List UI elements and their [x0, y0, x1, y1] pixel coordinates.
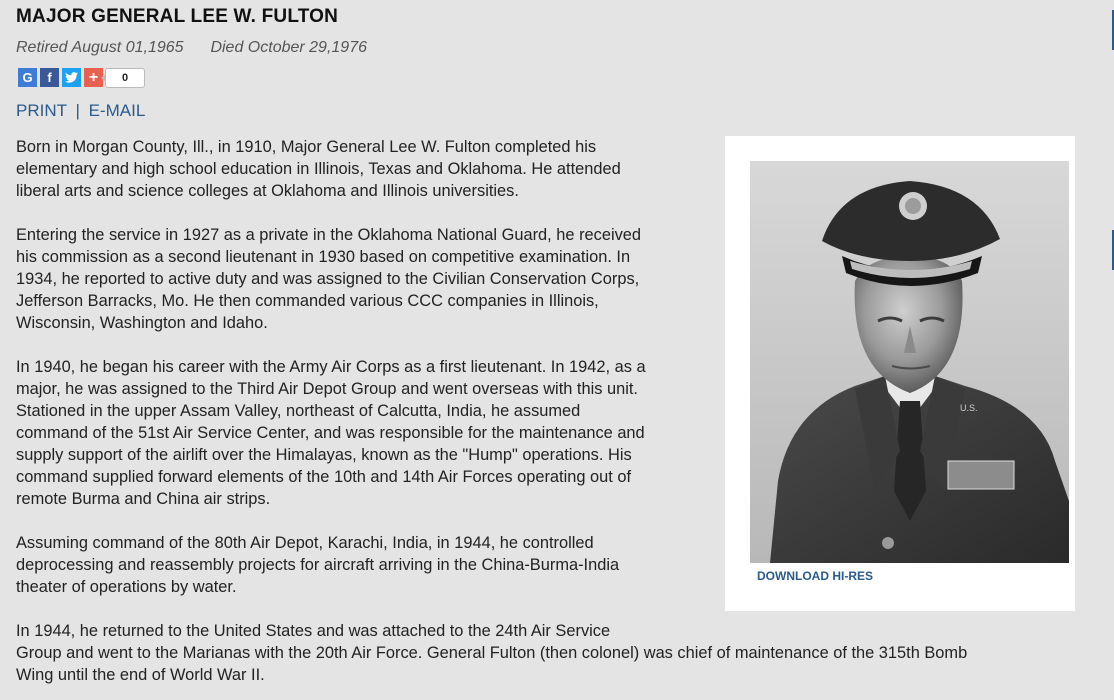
google-icon: G: [22, 70, 33, 85]
bio-line: Group and went to the Marianas with the 20th Air Force. General Fulton (then colonel) was chief of maintenance of the 315th Bomb: [16, 644, 968, 662]
bio-paragraph-1: [16, 136, 716, 202]
bio-line: Born in Morgan County, Ill., in 1910, Major General Lee W. Fulton completed his: [16, 138, 597, 156]
share-bar: [18, 67, 145, 88]
bio-paragraph-3: [16, 356, 716, 510]
bio-line: Wisconsin, Washington and Idaho.: [16, 314, 268, 332]
portrait-photo[interactable]: [750, 161, 1069, 563]
bio-line: Jefferson Barracks, Mo. He then commanded various CCC companies in Illinois,: [16, 292, 599, 310]
link-separator: |: [75, 101, 80, 120]
retired-date: August 01,1965: [71, 39, 184, 56]
twitter-icon: [65, 72, 78, 83]
bio-line: major, he was assigned to the Third Air Depot Group and went overseas with this unit.: [16, 380, 638, 398]
bio-line: remote Burma and China air strips.: [16, 490, 271, 508]
email-link[interactable]: E-MAIL: [88, 101, 146, 120]
bio-line: deprocessing and reassembly projects for aircraft arriving in the China-Burma-India: [16, 556, 620, 574]
bio-line: command of the 51st Air Service Center, and was responsible for the maintenance and: [16, 424, 645, 442]
died-label: Died: [210, 39, 244, 56]
share-count: 0: [105, 68, 145, 88]
bio-line: In 1940, he began his career with the Army Air Corps as a first lieutenant. In 1942, as a: [16, 358, 646, 376]
collar-insignia-text: U.S.: [960, 403, 978, 413]
google-share-button[interactable]: [18, 68, 37, 87]
portrait-image: [750, 161, 1069, 563]
bio-line: his commission as a second lieutenant in 1930 based on competitive examination. In: [16, 248, 631, 266]
retired-label: Retired: [16, 39, 68, 56]
bio-line: Entering the service in 1927 as a private in the Oklahoma National Guard, he received: [16, 226, 642, 244]
portrait-card: [725, 136, 1075, 611]
bio-line: elementary and high school education in Illinois, Texas and Oklahoma. He attended: [16, 160, 621, 178]
print-link[interactable]: PRINT: [16, 101, 67, 120]
bio-line: Assuming command of the 80th Air Depot, Karachi, India, in 1944, he controlled: [16, 534, 594, 552]
page-actions: [16, 101, 145, 121]
bio-line: theater of operations by water.: [16, 578, 237, 596]
facebook-icon: f: [47, 70, 52, 85]
bio-line: supply support of the airlift over the Himalayas, known as the "Hump" operations. His: [16, 446, 632, 464]
page-title: MAJOR GENERAL LEE W. FULTON: [16, 6, 339, 27]
bio-line: command supplied forward elements of the 10th and 14th Air Forces operating out of: [16, 468, 632, 486]
plus-icon: +: [88, 68, 99, 86]
bio-line: 1934, he reported to active duty and was assigned to the Civilian Conservation Corps,: [16, 270, 640, 288]
twitter-share-button[interactable]: [62, 68, 81, 87]
service-dates: [16, 39, 367, 57]
bio-line: Wing until the end of World War II.: [16, 666, 265, 684]
bio-paragraph-4: [16, 532, 716, 598]
bio-paragraph-5: [16, 620, 968, 686]
facebook-share-button[interactable]: [40, 68, 59, 87]
bio-paragraph-2: [16, 224, 716, 334]
bio-line: liberal arts and science colleges at Oklahoma and Illinois universities.: [16, 182, 519, 200]
died-date: October 29,1976: [247, 39, 367, 56]
download-hires-link[interactable]: DOWNLOAD HI-RES: [757, 569, 873, 583]
bio-line: Stationed in the upper Assam Valley, northeast of Calcutta, India, he assumed: [16, 402, 581, 420]
bio-line: In 1944, he returned to the United States and was attached to the 24th Air Service: [16, 622, 611, 640]
